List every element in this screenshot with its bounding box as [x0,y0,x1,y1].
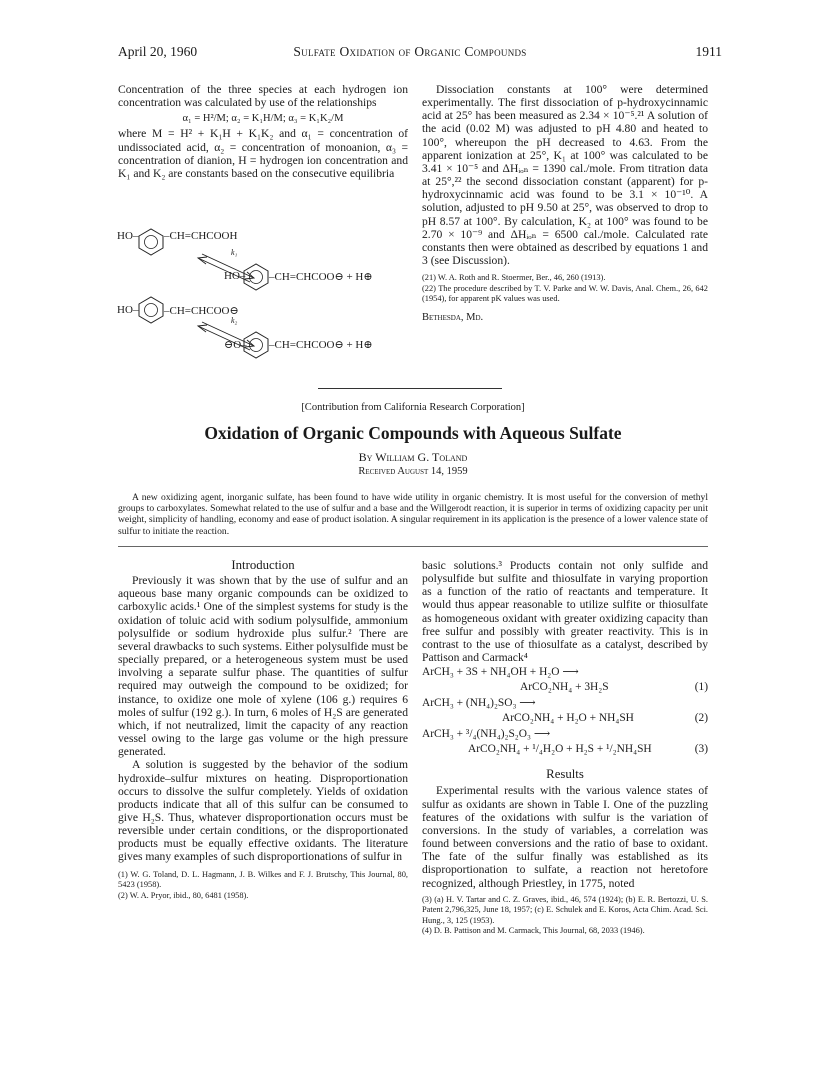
footnote-1: (1) W. G. Toland, D. L. Hagmann, J. B. Wilkes and F. J. Brutschy, This Journal, 80, 5423 (1958). [118,869,408,890]
mol4-prefix: ⊖O– [224,339,247,351]
eq1-line-2: ArCO₂NH₄ + 3H₂S [520,681,609,694]
article-right-column [422,559,708,937]
benzene-rings-diagram [114,226,414,374]
eq2-line-2: ArCO₂NH₄ + H₂O + NH₄SH [502,712,634,725]
prev-left-paragraph-2: where M = H² + K₁H + K₁K₂ and α₁ = concentration of undissociated acid, α₂ = concentration of monoanion, α₃ = concentration of dianion, H = hydrogen ion concentration and K₁ and K₂ are constants based on the consecutive equilibria [118,127,408,180]
prev-right-column [422,83,708,324]
footnote-2: (2) W. A. Pryor, ibid., 80, 6481 (1958). [118,890,249,900]
mol2-suffix: –CH=CHCOO⊖ + H⊕ [269,271,373,283]
footnote-21: (21) W. A. Roth and R. Stoermer, Ber., 46, 260 (1913). [422,273,606,283]
header-date: April 20, 1960 [118,44,198,59]
eq1-line-1: ArCH₃ + 3S + NH₄OH + H₂O ⟶ [422,666,579,679]
equation-2 [422,696,708,727]
results-heading: Results [546,767,584,782]
eq3-line-1: ArCH₃ + ³/₄(NH₄)₂S₂O₃ ⟶ [422,728,551,741]
alpha-relations: α₁ = H²/M; α₂ = K₁H/M; α₃ = K₁K₂/M [182,113,344,125]
running-title: Sulfate Oxidation of Organic Compounds [293,44,527,59]
footnote-4: (4) D. B. Pattison and M. Carmack, This Journal, 68, 2033 (1946). [422,926,645,936]
mol4-suffix: –CH=CHCOO⊖ + H⊕ [269,339,373,351]
equation-1 [422,665,708,696]
k2-label: k₂ [231,316,238,325]
article-title: Oxidation of Organic Compounds with Aqueous Sulfate [204,423,622,443]
page-number: 1911 [695,44,722,59]
mol2-prefix: HO– [224,270,246,282]
equilibria-scheme [114,226,414,374]
prev-left-column [118,83,408,180]
right-paragraph-1: basic solutions.³ Products contain not only sulfide and polysulfide but sulfite and thiosulfate in varying proportion as a function of the ratio of reactants and temperature. It would thus appear reasonable to utilize sulfite or thiosulfate as homogeneous oxidant with greater oxidizing capacity than free sulfur and possibly with greater reactivity. This is in contrast to the use of thiosulfate as a catalyst, described by Pattison and Carmack⁴ [422,559,708,665]
mol1-prefix: HO– [117,230,139,242]
eq2-line-1: ArCH₃ + (NH₄)₂SO₃ ⟶ [422,697,536,710]
prev-right-paragraph: Dissociation constants at 100° were determined experimentally. The first dissociation of p-hydroxycinnamic acid at 25° has been measured as 2.34 × 10⁻⁵.²¹ A solution of the acid (0.02 M) was adjusted to pH 4.80 and heated to 100°, whereupon the pH decreased to 4.63. From the apparent ionization at 25°, K₁ at 100° was calculated to be 3.41 × 10⁻⁵ and ΔHᵢₒₙ = 1390 cal./mole. From titration data at 25°,²² the second dissociation constant (apparent) for p-hydroxycinnamic acid was found to be 3.1 × 10⁻¹⁰. A solution, adjusted to pH 9.50 at 25°, was observed to drop to pH 8.57 at 100°. By calculation, K₂ at 100° was found to be 2.70 × 10⁻⁹ and ΔHᵢₒₙ = 6500 cal./mole. Calculated rate constants then were obtained as described by equations 1 and 3 (see Discussion). [422,83,708,268]
location: Bethesda, Md. [422,311,484,323]
intro-paragraph-2: A solution is suggested by the behavior of the sodium hydroxide–sulfur mixtures on heating. Disproportionation occurs to dissolve the sulfur completely. Yields of oxidation products indicate that all of this sulfur can be consumed to give H₂S. Thus, whatever disproportionation occurs must be reversible under certain conditions, or the disproportionated products must be equally effective oxidants. The literature gives many examples of such disproportionations of sulfur in [118,758,408,864]
eq2-number: (2) [694,712,708,725]
mol3-suffix: –CH=CHCOO⊖ [164,305,239,317]
contribution-line: [Contribution from California Research Corporation] [301,402,525,413]
intro-paragraph-1: Previously it was shown that by the use of sulfur and an aqueous base many organic compounds can be oxidized to carboxylic acids.¹ One of the simplest systems for study is the oxidation of toluic acid with sodium polysulfide, ammonium polysulfide or sodium hydroxide plus sulfur.² There are several drawbacks to such systems. Either polysulfide must be specially prepared, or a heterogeneous system must be used involving a separate sulfur phase. The quantities of sulfur required may outweigh the compound to be oxidized; for instance, to oxidize one mole of xylene (106 g.) requires 6 moles of sulfur (192 g.). In turn, 6 moles of H₂S are generated which, if not neutralized, limit the capacity of any reaction vessel owing to the large gas volume or the high pressure generated. [118,574,408,759]
article-left-column [118,559,408,901]
eq3-line-2: ArCO₂NH₄ + ¹/₄H₂O + H₂S + ¹/₂NH₄SH [468,743,652,756]
results-paragraph-1: Experimental results with the various valence states of sulfur as oxidants are shown in Table I. One of the puzzling features of the oxidations with sulfur is the variation of conversions. In the study of variables, a correlation was found between conversions and the ratio of base to oxidant. The fate of the sulfur finally was established as its disproportionation to sulfate, a reaction not heretofore recognized, although Priestley, in 1775, noted [422,784,708,890]
mol1-suffix: –CH=CHCOOH [164,230,238,242]
eq3-number: (3) [694,743,708,756]
abstract: A new oxidizing agent, inorganic sulfate, has been found to have wide utility in organic chemistry. It is most useful for the conversion of methyl groups to carboxylates. Somewhat related to the use of sulfur and a base and the Willgerodt reaction, it is superior in terms of oxidizing capacity per unit weight, simplicity of handling, economy and ease of product isolation. A singular requirement in its application is the presence of a lower valence state of sulfur to initiate the reaction. [118,492,708,537]
mol3-prefix: HO– [117,304,139,316]
prev-left-paragraph-1: Concentration of the three species at each hydrogen ion concentration was calculated by use of the relationships [118,83,408,110]
byline: By William G. Toland [358,450,468,464]
footnote-3: (3) (a) H. V. Tartar and C. Z. Graves, ibid., 46, 574 (1924); (b) E. R. Bertozzi, U. S. Patent 2,796,325, June 18, 1957; (c) E. Schulek and E. Koros, Acta Chim. Acad. Sci. Hung., 3, 125 (1953). [422,894,708,925]
eq1-number: (1) [694,681,708,694]
equation-3 [422,727,708,758]
footnote-22: (22) The procedure described by T. V. Parke and W. W. Davis, Anal. Chem., 26, 642 (1954), for apparent pK values was used. [422,283,708,304]
k1-label: k₁ [231,248,238,257]
introduction-heading: Introduction [231,558,295,572]
abstract-rule [118,546,708,547]
received-date: Received August 14, 1959 [358,466,468,477]
article-separator [318,388,502,389]
